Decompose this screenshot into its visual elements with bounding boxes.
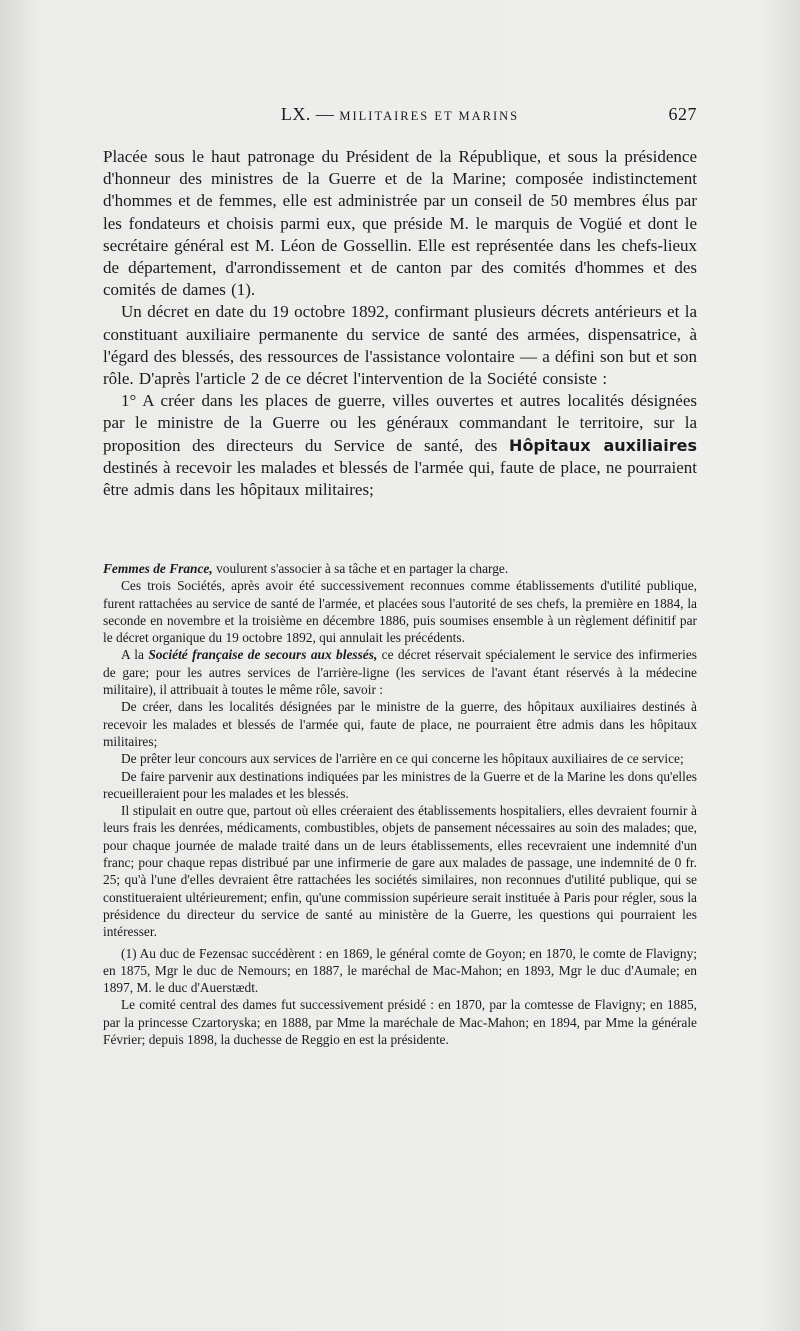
- chapter-title: MILITAIRES ET MARINS: [339, 109, 520, 123]
- p3-start: 1° A créer dans les places de guerre, villes ouvertes et autres localités désignées par le ministre de la Guerre ou les généraux commandant le territoire, sur la proposition des directeurs du Service de santé, des: [103, 391, 697, 455]
- main-paragraph-1: Placée sous le haut patronage du Président de la République, et sous la présidence d'honneur des ministres de la Guerre et de la Marine; composée indistinctement d'hommes et de femmes, elle est administrée par un conseil de 50 membres élus par les fondateurs et choisis parmi eux, que préside M. le marquis de Vogüé et dont le secrétaire général est M. Léon de Gossellin. Elle est représentée dans les chefs-lieux de département, d'arrondissement et de canton par des comités d'hommes et des comités de dames (1).: [103, 147, 697, 300]
- fine-paragraph-7: Il stipulait en outre que, partout où elles créeraient des établissements hospitaliers, elles devraient fournir à leurs frais les denrées, médicaments, combustibles, objets de pansement nécessaires au soin des malades; que, pour chaque journée de malade traité dans un de leurs établissements, elles recevraient une indemnité d'un franc; pour chaque repas distribué par une infirmerie de gare aux malades de passage, une indemnité de 0 fr. 25; qu'à l'une d'elles devraient être rattachées les sociétés similaires, non reconnues d'utilité publique, qui se constitueraient ultérieurement; enfin, qu'une commission supérieure serait instituée à Paris pour régler, sous la présidence du directeur du service de santé au ministère de la Guerre, les questions qui pourraient les intéresser.: [103, 803, 697, 940]
- f3-start: A la: [121, 647, 149, 663]
- chapter-heading: [103, 104, 697, 125]
- footnote-2: Le comité central des dames fut successivement présidé : en 1870, par la comtesse de Flavigny; en 1885, par la princesse Czartoryska; en 1888, par Mme la maréchale de Mac-Mahon; en 1894, par Mme la générale Février; depuis 1898, la duchesse de Reggio en est la présidente.: [103, 997, 697, 1048]
- page-number: 627: [668, 104, 697, 124]
- fine-paragraph-4: De créer, dans les localités désignées par le ministre de la guerre, des hôpitaux auxiliaires destinés à recevoir les malades et blessés de l'armée qui, faute de place, ne pourraient être admis dans les hôpitaux militaires;: [103, 699, 697, 749]
- fine-paragraph-1: [103, 560, 697, 577]
- header-dash: —: [315, 104, 335, 124]
- main-paragraph-2: Un décret en date du 19 octobre 1892, confirmant plusieurs décrets antérieurs et la constituant auxiliaire permanente du service de santé des armées, dispensatrice, à l'égard des blessés, des ressources de l'assistance volontaire — a défini son but et son rôle. D'après l'article 2 de ce décret l'intervention de la Société consiste :: [103, 302, 697, 389]
- fine-paragraph-2: Ces trois Sociétés, après avoir été successivement reconnues comme établissements d'utilité publique, furent rattachées au service de santé de l'armée, et placées sous l'autorité de ses chefs, la première en 1884, la seconde en novembre et la troisième en décembre 1886, puis soumises ensemble à un règlement définitif par le décret organique du 19 octobre 1892, qui annulait les précédents.: [103, 578, 697, 646]
- running-header: [103, 104, 697, 128]
- main-body: [103, 146, 697, 501]
- p3-end: destinés à recevoir les malades et blessés de l'armée qui, faute de place, ne pourraient être admis dans les hôpitaux militaires;: [103, 457, 697, 500]
- femmes-de-france-italic: Femmes de France,: [103, 561, 213, 576]
- hopitaux-auxiliaires-bold: Hôpitaux auxiliaires: [509, 435, 697, 455]
- footnote-body: [103, 560, 697, 1048]
- fine-paragraph-6: De faire parvenir aux destinations indiquées par les ministres de la Guerre et de la Marine les dons qu'elles recueilleraient pour les malades et les blessés.: [103, 768, 697, 801]
- fine-paragraph-3: [103, 646, 697, 698]
- fine-paragraph-5: De prêter leur concours aux services de l'arrière en ce qui concerne les hôpitaux auxiliaires de ce service;: [121, 751, 684, 767]
- main-paragraph-3: [103, 390, 697, 501]
- chapter-number: LX.: [280, 104, 311, 124]
- f3-rest: ce décret réservait spécialement le service des infirmeries de gare; pour les autres services de l'arrière-ligne (les services de l'avant étant réservés à la médecine militaire), il attribuait à toutes le même rôle, savoir :: [103, 647, 697, 698]
- societe-francaise-italic: Société française de secours aux blessés,: [148, 647, 378, 663]
- footnote-1: (1) Au duc de Fezensac succédèrent : en 1869, le général comte de Goyon; en 1870, le comte de Flavigny; en 1875, Mgr le duc de Nemours; en 1887, le maréchal de Mac-Mahon; en 1893, Mgr le duc d'Aumale; en 1897, M. le duc d'Auerstædt.: [103, 945, 697, 996]
- f1-rest: voulurent s'associer à sa tâche et en partager la charge.: [212, 561, 509, 576]
